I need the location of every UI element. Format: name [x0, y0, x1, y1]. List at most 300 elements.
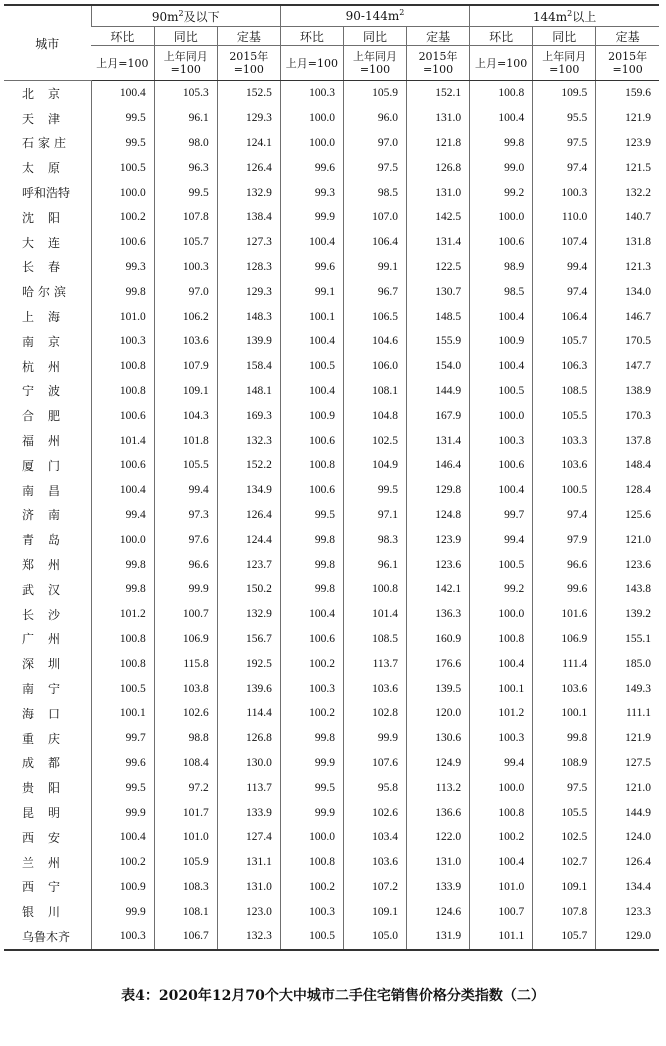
index-value-cell: 106.3	[533, 354, 596, 379]
index-value-cell: 134.4	[596, 875, 659, 900]
index-value-cell: 96.1	[343, 552, 406, 577]
index-value-cell: 96.3	[154, 155, 217, 180]
index-value-cell: 122.0	[407, 825, 470, 850]
base-header-cell: 上年同月=100	[343, 46, 406, 81]
index-value-cell: 99.1	[280, 279, 343, 304]
index-value-cell: 132.9	[217, 602, 280, 627]
index-value-cell: 113.7	[343, 651, 406, 676]
index-value-cell: 106.9	[533, 627, 596, 652]
index-value-cell: 123.7	[217, 552, 280, 577]
group-header-sup: 2	[178, 8, 184, 18]
sub-header-cell: 同比	[533, 27, 596, 46]
city-name-cell: 大连	[22, 235, 75, 250]
index-value-cell: 100.6	[280, 478, 343, 503]
index-value-cell: 100.8	[91, 651, 154, 676]
index-value-cell: 102.5	[533, 825, 596, 850]
index-value-cell: 156.7	[217, 627, 280, 652]
city-name-cell: 石家庄	[22, 136, 71, 151]
table-row	[4, 379, 659, 404]
index-value-cell: 100.5	[470, 379, 533, 404]
index-value-cell: 101.7	[154, 800, 217, 825]
index-value-cell: 101.0	[91, 304, 154, 329]
index-value-cell: 100.1	[470, 676, 533, 701]
index-value-cell: 99.2	[470, 180, 533, 205]
table-row	[4, 180, 659, 205]
index-value-cell: 95.8	[343, 775, 406, 800]
table-row	[4, 701, 659, 726]
table-row	[4, 552, 659, 577]
index-value-cell: 97.0	[343, 131, 406, 156]
index-value-cell: 107.8	[154, 205, 217, 230]
index-value-cell: 146.7	[596, 304, 659, 329]
index-value-cell: 100.8	[470, 800, 533, 825]
index-value-cell: 111.4	[533, 651, 596, 676]
index-value-cell: 105.5	[533, 800, 596, 825]
base-header-cell: 上月=100	[280, 46, 343, 81]
index-value-cell: 100.3	[91, 329, 154, 354]
index-value-cell: 107.2	[343, 875, 406, 900]
index-value-cell: 97.1	[343, 503, 406, 528]
index-value-cell: 98.3	[343, 527, 406, 552]
index-value-cell: 129.8	[407, 478, 470, 503]
index-value-cell: 96.0	[343, 106, 406, 131]
table-row	[4, 800, 659, 825]
index-value-cell: 97.5	[533, 775, 596, 800]
group-header-large	[470, 5, 659, 27]
group-header-suffix: 以上	[572, 9, 597, 24]
index-value-cell: 99.5	[280, 503, 343, 528]
city-name-cell: 宁波	[22, 384, 75, 399]
index-value-cell: 124.0	[596, 825, 659, 850]
index-value-cell: 100.2	[470, 825, 533, 850]
index-value-cell: 103.6	[343, 850, 406, 875]
index-value-cell: 101.0	[154, 825, 217, 850]
index-value-cell: 100.4	[470, 106, 533, 131]
index-value-cell: 132.3	[217, 428, 280, 453]
index-value-cell: 100.2	[280, 701, 343, 726]
index-value-cell: 99.2	[470, 577, 533, 602]
index-value-cell: 100.2	[91, 205, 154, 230]
city-name-cell: 西安	[22, 830, 75, 845]
index-value-cell: 100.5	[91, 676, 154, 701]
group-header-base: 144m	[532, 9, 568, 24]
city-name-cell: 海口	[22, 706, 75, 721]
city-name-cell: 北京	[22, 86, 75, 101]
city-name-cell: 贵阳	[22, 781, 75, 796]
table-row	[4, 304, 659, 329]
index-value-cell: 100.3	[91, 924, 154, 950]
index-value-cell: 99.8	[533, 726, 596, 751]
index-value-cell: 142.1	[407, 577, 470, 602]
index-value-cell: 100.6	[280, 428, 343, 453]
index-value-cell: 100.8	[91, 379, 154, 404]
index-value-cell: 154.0	[407, 354, 470, 379]
index-value-cell: 139.6	[217, 676, 280, 701]
base-header-cell: 上年同月=100	[154, 46, 217, 81]
index-value-cell: 100.8	[470, 627, 533, 652]
index-value-cell: 100.4	[280, 230, 343, 255]
index-value-cell: 152.5	[217, 81, 280, 106]
sub-header-cell: 定基	[407, 27, 470, 46]
table-row	[4, 651, 659, 676]
index-value-cell: 100.6	[91, 453, 154, 478]
table-row	[4, 131, 659, 156]
sub-header-cell: 同比	[343, 27, 406, 46]
table-row	[4, 205, 659, 230]
index-value-cell: 105.5	[533, 403, 596, 428]
index-value-cell: 121.9	[596, 726, 659, 751]
index-value-cell: 126.8	[407, 155, 470, 180]
table-row	[4, 478, 659, 503]
index-value-cell: 108.4	[154, 751, 217, 776]
index-value-cell: 100.2	[280, 651, 343, 676]
index-value-cell: 105.9	[154, 850, 217, 875]
index-value-cell: 100.9	[91, 875, 154, 900]
index-value-cell: 123.6	[596, 552, 659, 577]
index-value-cell: 99.8	[91, 552, 154, 577]
index-value-cell: 99.0	[470, 155, 533, 180]
table-row	[4, 875, 659, 900]
sub-header-cell: 环比	[280, 27, 343, 46]
index-value-cell: 121.5	[596, 155, 659, 180]
index-value-cell: 158.4	[217, 354, 280, 379]
index-value-cell: 101.2	[470, 701, 533, 726]
index-value-cell: 121.9	[596, 106, 659, 131]
index-value-cell: 97.2	[154, 775, 217, 800]
group-header-sup: 2	[567, 8, 573, 18]
index-value-cell: 100.6	[91, 230, 154, 255]
index-value-cell: 102.6	[343, 800, 406, 825]
city-name-cell: 南宁	[22, 682, 75, 697]
index-value-cell: 100.8	[91, 627, 154, 652]
index-value-cell: 139.5	[407, 676, 470, 701]
index-value-cell: 127.5	[596, 751, 659, 776]
index-value-cell: 138.4	[217, 205, 280, 230]
base-header-cell: 上月=100	[91, 46, 154, 81]
city-column-header: 城市	[4, 5, 91, 81]
index-value-cell: 128.4	[596, 478, 659, 503]
city-name-cell: 昆明	[22, 806, 75, 820]
index-value-cell: 99.8	[280, 527, 343, 552]
index-value-cell: 100.2	[91, 850, 154, 875]
index-value-cell: 124.9	[407, 751, 470, 776]
index-value-cell: 99.3	[280, 180, 343, 205]
index-value-cell: 144.9	[407, 379, 470, 404]
base-header-cell: 2015年=100	[407, 46, 470, 81]
table-row	[4, 255, 659, 280]
index-value-cell: 99.4	[533, 255, 596, 280]
city-name-cell: 青岛	[22, 533, 75, 548]
index-value-cell: 136.3	[407, 602, 470, 627]
table-row	[4, 924, 659, 950]
index-value-cell: 167.9	[407, 403, 470, 428]
index-value-cell: 109.1	[343, 899, 406, 924]
index-value-cell: 99.9	[280, 751, 343, 776]
city-name-cell: 郑州	[22, 558, 75, 573]
index-value-cell: 136.6	[407, 800, 470, 825]
index-value-cell: 103.8	[154, 676, 217, 701]
table-row	[4, 825, 659, 850]
index-value-cell: 105.9	[343, 81, 406, 106]
index-value-cell: 100.4	[470, 304, 533, 329]
index-value-cell: 185.0	[596, 651, 659, 676]
index-value-cell: 100.4	[470, 850, 533, 875]
city-name-cell: 成都	[22, 756, 75, 771]
index-value-cell: 104.3	[154, 403, 217, 428]
index-value-cell: 120.0	[407, 701, 470, 726]
index-value-cell: 100.2	[280, 875, 343, 900]
index-value-cell: 100.5	[91, 155, 154, 180]
index-value-cell: 106.4	[533, 304, 596, 329]
index-value-cell: 105.7	[154, 230, 217, 255]
index-value-cell: 99.6	[533, 577, 596, 602]
index-value-cell: 100.6	[91, 403, 154, 428]
index-value-cell: 159.6	[596, 81, 659, 106]
index-value-cell: 97.4	[533, 503, 596, 528]
index-value-cell: 100.6	[280, 627, 343, 652]
index-value-cell: 100.9	[280, 403, 343, 428]
index-value-cell: 131.1	[217, 850, 280, 875]
index-value-cell: 103.6	[154, 329, 217, 354]
index-value-cell: 110.0	[533, 205, 596, 230]
city-name-cell: 乌鲁木齐	[4, 924, 91, 950]
index-value-cell: 100.8	[280, 453, 343, 478]
index-value-cell: 100.3	[470, 428, 533, 453]
index-value-cell: 100.0	[280, 131, 343, 156]
index-value-cell: 107.6	[343, 751, 406, 776]
sub-header-cell: 环比	[470, 27, 533, 46]
index-value-cell: 100.7	[470, 899, 533, 924]
index-value-cell: 103.4	[343, 825, 406, 850]
index-value-cell: 100.0	[470, 775, 533, 800]
index-value-cell: 97.4	[533, 155, 596, 180]
index-value-cell: 103.3	[533, 428, 596, 453]
index-value-cell: 109.1	[533, 875, 596, 900]
index-value-cell: 101.4	[343, 602, 406, 627]
index-value-cell: 97.6	[154, 527, 217, 552]
index-value-cell: 100.8	[280, 850, 343, 875]
index-value-cell: 123.3	[596, 899, 659, 924]
table-row	[4, 106, 659, 131]
index-value-cell: 100.4	[280, 379, 343, 404]
city-name-cell: 南昌	[22, 483, 75, 498]
index-value-cell: 99.4	[470, 751, 533, 776]
group-header-medium	[280, 5, 469, 27]
index-value-cell: 99.8	[91, 279, 154, 304]
index-value-cell: 97.9	[533, 527, 596, 552]
city-name-cell: 太原	[22, 161, 75, 176]
index-value-cell: 100.5	[470, 552, 533, 577]
city-name-cell: 上海	[22, 310, 75, 325]
index-value-cell: 106.4	[343, 230, 406, 255]
table-row	[4, 503, 659, 528]
index-value-cell: 109.5	[533, 81, 596, 106]
index-value-cell: 170.5	[596, 329, 659, 354]
index-value-cell: 148.3	[217, 304, 280, 329]
index-value-cell: 99.5	[154, 180, 217, 205]
index-value-cell: 148.1	[217, 379, 280, 404]
index-value-cell: 99.5	[91, 106, 154, 131]
index-value-cell: 140.7	[596, 205, 659, 230]
table-row	[4, 775, 659, 800]
index-value-cell: 192.5	[217, 651, 280, 676]
index-value-cell: 126.8	[217, 726, 280, 751]
index-value-cell: 98.8	[154, 726, 217, 751]
index-value-cell: 108.3	[154, 875, 217, 900]
table-row	[4, 453, 659, 478]
city-name-cell: 沈阳	[22, 210, 75, 225]
index-value-cell: 100.4	[91, 825, 154, 850]
index-value-cell: 150.2	[217, 577, 280, 602]
index-value-cell: 152.1	[407, 81, 470, 106]
table-row	[4, 155, 659, 180]
city-name-cell: 合肥	[22, 409, 75, 424]
index-value-cell: 100.7	[154, 602, 217, 627]
index-value-cell: 100.4	[91, 81, 154, 106]
index-value-cell: 99.8	[470, 131, 533, 156]
table-row	[4, 899, 659, 924]
index-value-cell: 99.5	[280, 775, 343, 800]
index-value-cell: 96.6	[154, 552, 217, 577]
index-value-cell: 105.7	[533, 924, 596, 950]
table-row	[4, 627, 659, 652]
index-value-cell: 108.9	[533, 751, 596, 776]
index-value-cell: 100.0	[280, 106, 343, 131]
index-value-cell: 126.4	[217, 503, 280, 528]
index-value-cell: 99.6	[280, 255, 343, 280]
index-value-cell: 104.6	[343, 329, 406, 354]
index-value-cell: 124.8	[407, 503, 470, 528]
index-value-cell: 134.0	[596, 279, 659, 304]
index-value-cell: 139.9	[217, 329, 280, 354]
table-row	[4, 751, 659, 776]
index-value-cell: 143.8	[596, 577, 659, 602]
index-value-cell: 104.9	[343, 453, 406, 478]
index-value-cell: 121.8	[407, 131, 470, 156]
table-row	[4, 230, 659, 255]
index-value-cell: 102.5	[343, 428, 406, 453]
index-value-cell: 103.6	[343, 676, 406, 701]
index-value-cell: 99.1	[343, 255, 406, 280]
index-value-cell: 144.9	[596, 800, 659, 825]
index-value-cell: 100.3	[280, 81, 343, 106]
table-row	[4, 577, 659, 602]
index-value-cell: 111.1	[596, 701, 659, 726]
index-value-cell: 126.4	[596, 850, 659, 875]
index-value-cell: 100.1	[533, 701, 596, 726]
index-value-cell: 113.2	[407, 775, 470, 800]
sub-header-cell: 定基	[217, 27, 280, 46]
index-value-cell: 100.5	[533, 478, 596, 503]
index-value-cell: 100.8	[91, 354, 154, 379]
index-value-cell: 102.7	[533, 850, 596, 875]
index-value-cell: 148.5	[407, 304, 470, 329]
index-value-cell: 102.8	[343, 701, 406, 726]
table-row	[4, 81, 659, 106]
index-value-cell: 97.5	[533, 131, 596, 156]
index-value-cell: 100.4	[280, 602, 343, 627]
city-name-cell: 长沙	[22, 607, 75, 622]
city-name-cell: 武汉	[22, 582, 75, 597]
index-value-cell: 100.4	[280, 329, 343, 354]
index-value-cell: 170.3	[596, 403, 659, 428]
index-value-cell: 100.3	[154, 255, 217, 280]
index-value-cell: 101.6	[533, 602, 596, 627]
index-value-cell: 101.2	[91, 602, 154, 627]
index-value-cell: 127.3	[217, 230, 280, 255]
index-value-cell: 155.1	[596, 627, 659, 652]
index-value-cell: 131.0	[407, 106, 470, 131]
index-value-cell: 107.0	[343, 205, 406, 230]
index-value-cell: 127.4	[217, 825, 280, 850]
index-value-cell: 99.8	[280, 726, 343, 751]
index-value-cell: 99.9	[91, 899, 154, 924]
index-value-cell: 152.2	[217, 453, 280, 478]
city-name-cell: 广州	[22, 632, 75, 647]
base-header-cell: 2015年=100	[596, 46, 659, 81]
index-value-cell: 106.0	[343, 354, 406, 379]
index-value-cell: 100.3	[470, 726, 533, 751]
index-value-cell: 99.6	[280, 155, 343, 180]
index-value-cell: 107.4	[533, 230, 596, 255]
index-value-cell: 133.9	[217, 800, 280, 825]
table-caption: 表4：2020年12月70个大中城市二手住宅销售价格分类指数（二）	[121, 988, 545, 1004]
index-value-cell: 108.1	[343, 379, 406, 404]
table-row	[4, 428, 659, 453]
index-value-cell: 99.7	[91, 726, 154, 751]
index-value-cell: 100.4	[470, 354, 533, 379]
city-name-cell: 厦门	[22, 458, 75, 473]
index-value-cell: 134.9	[217, 478, 280, 503]
index-value-cell: 131.4	[407, 428, 470, 453]
index-value-cell: 131.0	[407, 180, 470, 205]
index-value-cell: 124.6	[407, 899, 470, 924]
city-name-cell: 西宁	[22, 880, 75, 895]
table-row	[4, 279, 659, 304]
table-row	[4, 676, 659, 701]
index-value-cell: 99.9	[343, 726, 406, 751]
index-value-cell: 169.3	[217, 403, 280, 428]
index-value-cell: 97.5	[343, 155, 406, 180]
index-value-cell: 99.9	[280, 205, 343, 230]
index-value-cell: 126.4	[217, 155, 280, 180]
index-value-cell: 99.9	[91, 800, 154, 825]
index-value-cell: 103.6	[533, 453, 596, 478]
index-value-cell: 129.3	[217, 279, 280, 304]
index-value-cell: 123.6	[407, 552, 470, 577]
index-value-cell: 100.0	[470, 602, 533, 627]
index-value-cell: 97.0	[154, 279, 217, 304]
city-name-cell: 呼和浩特	[22, 186, 71, 201]
index-value-cell: 123.9	[407, 527, 470, 552]
index-value-cell: 131.8	[596, 230, 659, 255]
index-value-cell: 97.4	[533, 279, 596, 304]
index-value-cell: 148.4	[596, 453, 659, 478]
index-value-cell: 139.2	[596, 602, 659, 627]
table-row	[4, 354, 659, 379]
table-row	[4, 403, 659, 428]
index-value-cell: 105.7	[533, 329, 596, 354]
index-value-cell: 99.5	[91, 131, 154, 156]
index-value-cell: 100.0	[280, 825, 343, 850]
index-value-cell: 121.3	[596, 255, 659, 280]
index-value-cell: 99.9	[280, 800, 343, 825]
index-value-cell: 122.5	[407, 255, 470, 280]
index-value-cell: 100.8	[343, 577, 406, 602]
index-value-cell: 99.8	[280, 552, 343, 577]
index-value-cell: 100.4	[470, 478, 533, 503]
index-value-cell: 105.3	[154, 81, 217, 106]
